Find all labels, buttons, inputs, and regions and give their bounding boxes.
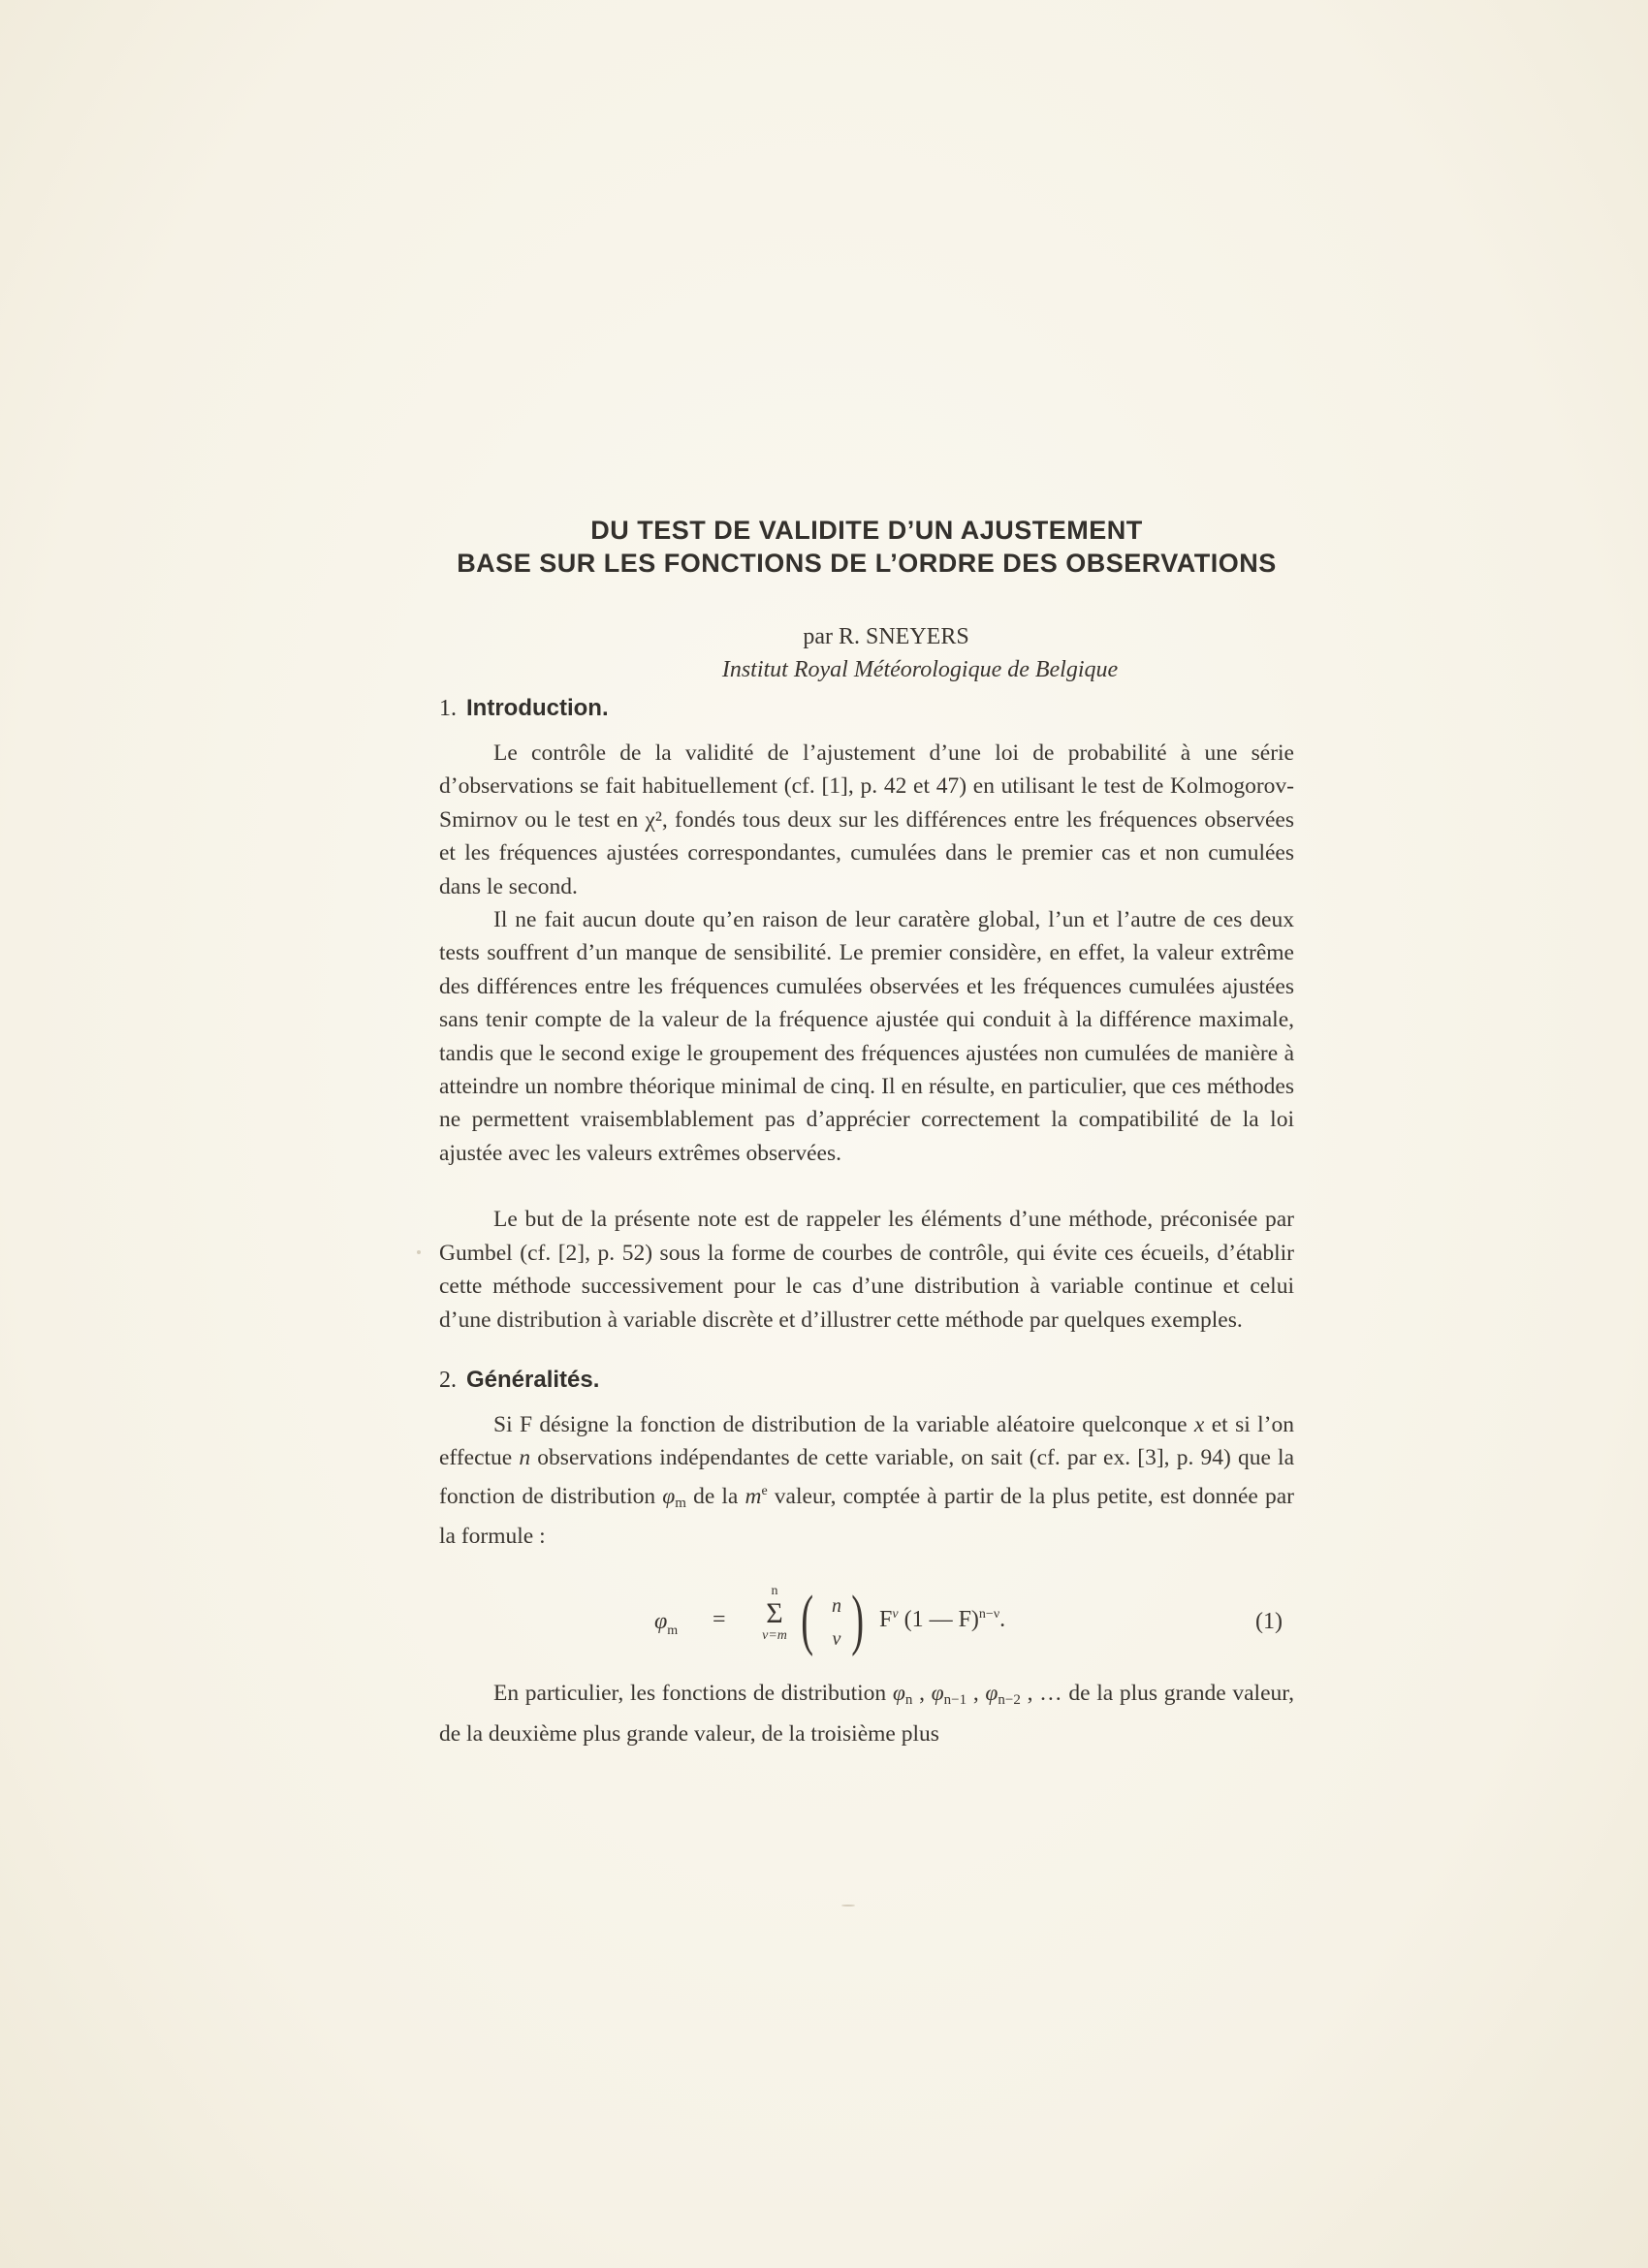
paragraph: Le contrôle de la validité de l’ajustement d’une loi de probabilité à une série d’observations se fait habituellement (cf. [1], p. 42 et 47) en utilisant le test de Kolmogorov-Smirnov ou le test en χ², fondés tous deux sur les différences entre les fréquences observées et les fréquences ajustées correspondantes, cumulées dans le premier cas et non cumulées dans le second. (439, 740, 1294, 899)
author: par R. SNEYERS (803, 624, 969, 649)
section-heading-introduction (439, 694, 1294, 723)
section-number: 2. (439, 1367, 457, 1393)
paragraph: Il ne fait aucun doute qu’en raison de leur caratère global, l’un et l’autre de ces deux tests souffrent d’un manque de sensibilité. Le premier considère, en effet, la valeur extrême des différences entre les fréquences cumulées observées et les fréquences cumulées ajustées sans tenir compte de la valeur de la fréquence ajustée qui conduit à la différence maximale, tandis que le second exige le groupement des fréquences ajustées non cumulées de manière à atteindre un nombre théorique minimal de cinq. Il en résulte, en particulier, que ces méthodes ne permettent vraisemblablement pas d’apprécier correctement la compatibilité de la loi ajustée avec les valeurs extrêmes observées. (439, 907, 1294, 1166)
section-title: Introduction. (466, 695, 609, 721)
byline (439, 620, 1294, 686)
paragraph: Si F désigne la fonction de distribution de la variable aléatoire quelconque x et si l’on effectue n observations indépendantes de cette variable, on sait (cf. par ex. [3], p. 94) que la fonction de distribution $\varphi_m$ de la $m^e$ valeur, comptée à partir de la plus petite, est donnée par la formule : (439, 1411, 1294, 1549)
paper-speck (841, 1905, 855, 1906)
formula-lhs: $\varphi_m$ (654, 1609, 679, 1639)
paragraph: Le but de la présente note est de rappeler les éléments d’une méthode, préconisée par Gumbel (cf. [2], p. 52) sous la forme de courbes de contrôle, qui évite ces écueils, d’établir cette méthode successivement pour le cas d’une distribution à variable continue et celui d’une distribution à variable discrète et d’illustrer cette méthode par quelques exemples. (439, 1207, 1294, 1333)
title-line-1: DU TEST DE VALIDITE D’UN AJUSTEMENT (590, 516, 1143, 545)
institution: Institut Royal Météorologique de Belgique (721, 657, 1119, 682)
left-paren: ( (801, 1583, 814, 1658)
right-paren: ) (851, 1583, 865, 1658)
equation-number: (1) (1255, 1609, 1283, 1635)
equation (654, 1584, 1110, 1661)
title-line-2: BASE SUR LES FONCTIONS DE L’ORDRE DES OBSERVATIONS (457, 549, 1277, 578)
section-number: 1. (439, 696, 457, 721)
summation: n Σ ν=m (762, 1584, 787, 1644)
equals-sign: = (713, 1607, 726, 1633)
section-title: Généralités. (466, 1366, 600, 1393)
section-heading-generalites (439, 1366, 1294, 1395)
formula-1 (439, 1570, 1294, 1677)
article (439, 514, 1294, 1750)
paper-speck (417, 1250, 421, 1254)
formula-rhs: $F^\nu$ (1 — F)$^{n-\nu}$. (879, 1607, 1006, 1633)
binomial: n ν (832, 1595, 841, 1651)
paragraph: En particulier, les fonctions de distribution $\varphi_n$ , $\varphi_{n-1}$ , $\varphi_{n-2}$ , … de la plus grande valeur, de la deuxième plus grande valeur, de la troisième plus (439, 1681, 1295, 1747)
article-title (439, 514, 1294, 580)
